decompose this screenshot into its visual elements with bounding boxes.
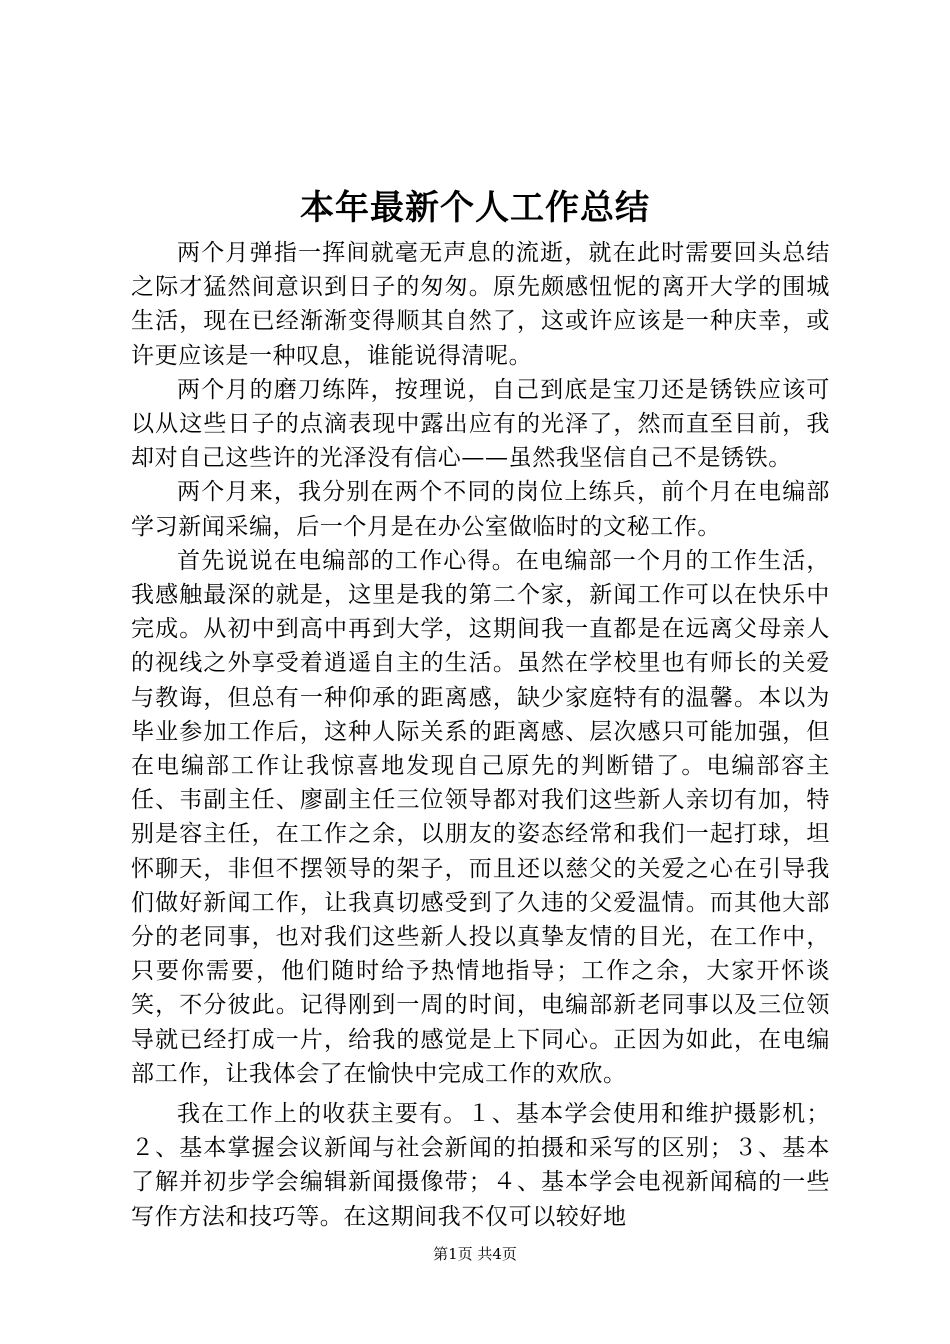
- document-body: [131, 236, 830, 1234]
- page-footer: 第1页 共4页: [433, 1245, 517, 1263]
- paragraph-3: 两个月来，我分别在两个不同的岗位上练兵，前个月在电编部学习新闻采编，后一个月是在办公室做临时的文秘工作。: [131, 479, 830, 540]
- document-title: 本年最新个人工作总结: [300, 188, 650, 228]
- paragraph-1: 两个月弹指一挥间就毫无声息的流逝，就在此时需要回头总结之际才猛然间意识到日子的匆匆。原先颇感忸怩的离开大学的围城生活，现在已经渐渐变得顺其自然了，这或许应该是一种庆幸，或许更应该是一种叹息，谁能说得清呢。: [131, 240, 830, 369]
- paragraph-2: 两个月的磨刀练阵，按理说，自己到底是宝刀还是锈铁应该可以从这些日子的点滴表现中露出应有的光泽了，然而直至目前，我却对自己这些许的光泽没有信心——虽然我坚信自己不是锈铁。: [131, 376, 830, 472]
- paragraph-5: 我在工作上的收获主要有。１、基本学会使用和维护摄影机；２、基本掌握会议新闻与社会新闻的拍摄和采写的区别；３、基本了解并初步学会编辑新闻摄像带；４、基本学会电视新闻稿的一些写作方法和技巧等。在这期间我不仅可以较好地: [131, 1101, 830, 1230]
- paragraph-4: 首先说说在电编部的工作心得。在电编部一个月的工作生活，我感触最深的就是，这里是我的第二个家，新闻工作可以在快乐中完成。从初中到高中再到大学，这期间我一直都是在远离父母亲人的视线之外享受着逍遥自主的生活。虽然在学校里也有师长的关爱与教诲，但总有一种仰承的距离感，缺少家庭特有的温馨。本以为毕业参加工作后，这种人际关系的距离感、层次感只可能加强，但在电编部工作让我惊喜地发现自己原先的判断错了。电编部容主任、韦副主任、廖副主任三位领导都对我们这些新人亲切有加，特别是容主任，在工作之余，以朋友的姿态经常和我们一起打球，坦怀聊天，非但不摆领导的架子，而且还以慈父的关爱之心在引导我们做好新闻工作，让我真切感受到了久违的父爱温情。而其他大部分的老同事，也对我们这些新人投以真挚友情的目光，在工作中，只要你需要，他们随时给予热情地指导；工作之余，大家开怀谈笑，不分彼此。记得刚到一周的时间，电编部新老同事以及三位领导就已经打成一片，给我的感觉是上下同心。正因为如此，在电编部工作，让我体会了在愉快中完成工作的欢欣。: [131, 547, 830, 1087]
